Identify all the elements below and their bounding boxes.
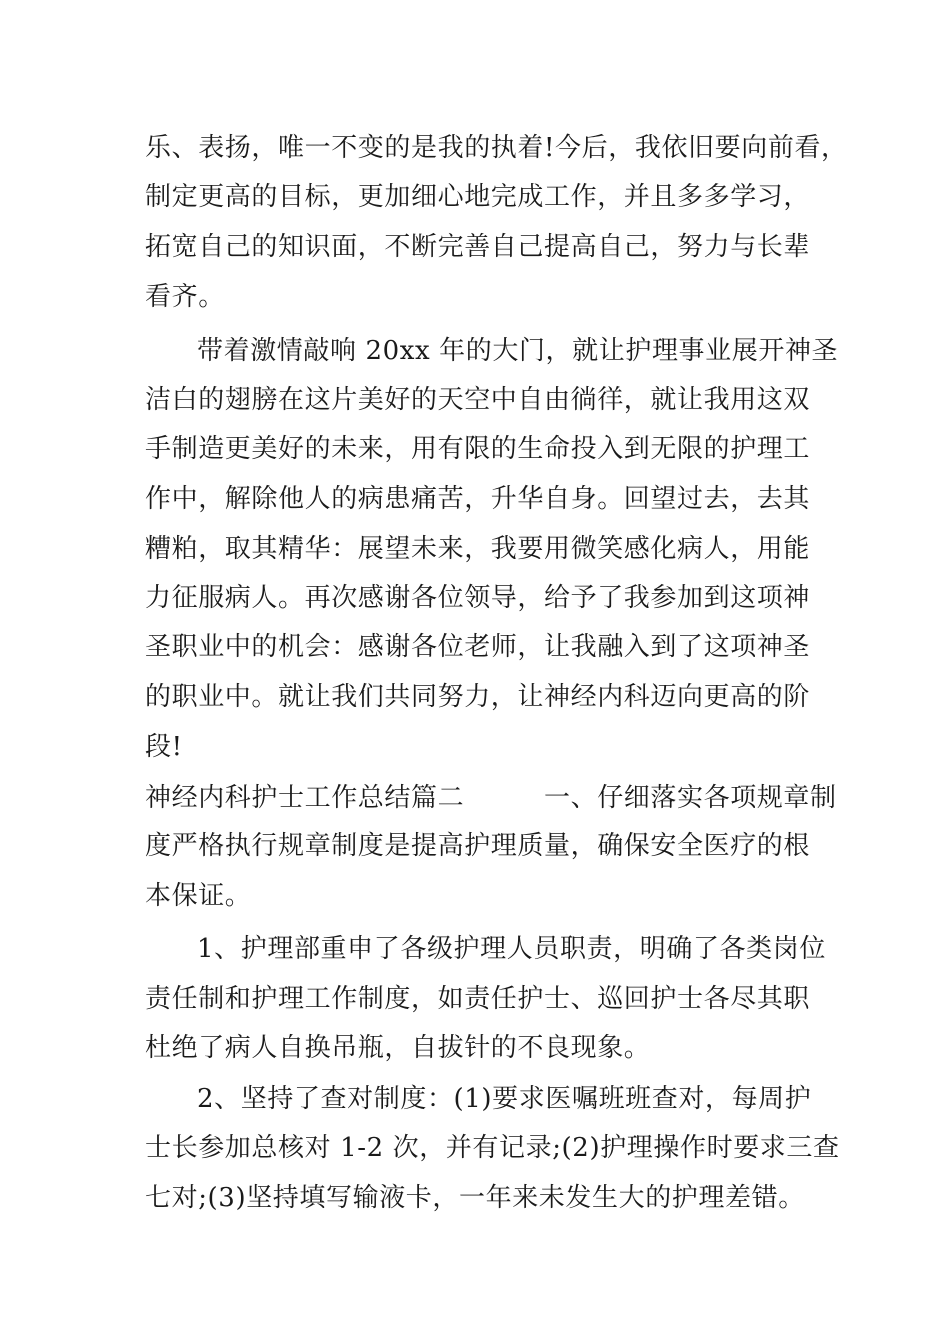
body-text-line: 责任制和护理工作制度，如责任护士、巡回护士各尽其职	[145, 984, 811, 1014]
paragraph-start-line: 带着激情敲响 20xx 年的大门，就让护理事业展开神圣	[197, 336, 839, 366]
body-text-line: 洁白的翅膀在这片美好的天空中自由徜徉，就让我用这双	[145, 385, 811, 415]
body-text-line: 看齐。	[145, 282, 225, 312]
body-text-line: 本保证。	[145, 881, 252, 911]
section-heading-line: 神经内科护士工作总结篇二 一、仔细落实各项规章制	[145, 783, 837, 813]
body-text-line: 手制造更美好的未来，用有限的生命投入到无限的护理工	[145, 434, 811, 464]
paragraph-start-line: 1、护理部重申了各级护理人员职责，明确了各类岗位	[197, 934, 826, 964]
body-text-line: 拓宽自己的知识面，不断完善自己提高自己，努力与长辈	[145, 232, 811, 262]
body-text-line: 七对;(3)坚持填写输液卡，一年来未发生大的护理差错。	[145, 1183, 805, 1213]
body-text-line: 糟粕，取其精华：展望未来，我要用微笑感化病人，用能	[145, 534, 811, 564]
paragraph-start-line: 2、坚持了查对制度：(1)要求医嘱班班查对，每周护	[197, 1084, 812, 1114]
body-text-line: 段!	[145, 732, 183, 762]
body-text-line: 的职业中。就让我们共同努力，让神经内科迈向更高的阶	[145, 682, 811, 712]
body-text-line: 圣职业中的机会：感谢各位老师，让我融入到了这项神圣	[145, 632, 811, 662]
body-text-line: 制定更高的目标，更加细心地完成工作，并且多多学习，	[145, 182, 811, 212]
body-text-line: 杜绝了病人自换吊瓶，自拔针的不良现象。	[145, 1033, 651, 1063]
body-text-line: 作中，解除他人的病患痛苦，升华自身。回望过去，去其	[145, 484, 811, 514]
body-text-line: 度严格执行规章制度是提高护理质量，确保安全医疗的根	[145, 831, 811, 861]
body-text-line: 乐、表扬，唯一不变的是我的执着!今后，我依旧要向前看，	[145, 133, 848, 163]
body-text-line: 士长参加总核对 1-2 次，并有记录;(2)护理操作时要求三查	[145, 1133, 840, 1163]
body-text-line: 力征服病人。再次感谢各位领导，给予了我参加到这项神	[145, 583, 811, 613]
